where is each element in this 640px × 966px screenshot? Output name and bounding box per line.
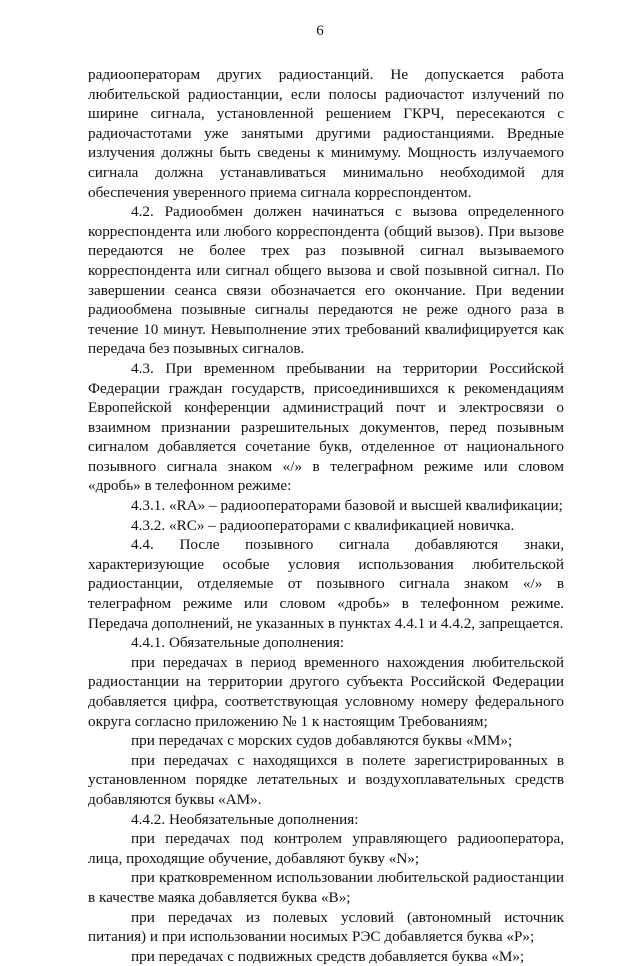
paragraph: 4.3. При временном пребывании на территории Российской Федерации граждан государств, присоединившихся к рекомендациям Европейской конференции администраций почт и электросвязи о взаимном признании разрешительных документов, перед позывным сигналом добавляется сочетание букв, отделенное от национального позывного сигнала знаком «/» в телеграфном режиме или словом «дробь» в телефонном режиме: — [88, 359, 564, 495]
paragraph: радиооператорам других радиостанций. Не допускается работа любительской радиостанции, если полосы радиочастот излучений по ширине сигнала, установленной решением ГКРЧ, пересекаются с радиочастотами уже занятыми другими радиостанциями. Вредные излучения должны быть сведены к минимуму. Мощность излучаемого сигнала должна устанавливаться минимально необходимой для обеспечения уверенного приема сигнала корреспондентом. — [88, 66, 564, 201]
paragraph: при кратковременном использовании любительской радиостанции в качестве маяка добавляется буква «B»; — [88, 869, 564, 906]
paragraph: 4.3.2. «RC» – радиооператорами с квалификацией новичка. — [131, 516, 515, 534]
paragraph: 4.4.2. Необязательные дополнения: — [131, 810, 359, 828]
page-number: 6 — [316, 23, 324, 39]
paragraph: 4.4.1. Обязательные дополнения: — [131, 634, 345, 652]
paragraph: при передачах с находящихся в полете зарегистрированных в установленном порядке летательных и воздухоплавательных средств добавляются буквы «AM». — [88, 751, 564, 808]
paragraph: при передачах под контролем управляющего радиооператора, лица, проходящие обучение, добавляют букву «N»; — [88, 830, 564, 867]
paragraph: при передачах в период временного нахождения любительской радиостанции на территории другого субъекта Российской Федерации добавляется цифра, соответствующая условному номеру федерального округа согласно приложению № 1 к настоящим Требованиям; — [88, 653, 564, 730]
paragraph: 4.2. Радиообмен должен начинаться с вызова определенного корреспондента или любого корреспондента (общий вызов). При вызове передаются не более трех раз позывной сигнал вызываемого корреспондента или сигнал общего вызова и свой позывной сигнал. По завершении сеанса связи обозначается его окончание. При ведении радиообмена позывные сигналы передаются не реже одного раза в течение 10 минут. Невыполнение этих требований квалифицируется как передача без позывных сигналов. — [88, 203, 564, 358]
paragraph: при передачах с морских судов добавляются буквы «MM»; — [131, 732, 513, 750]
paragraph: при передачах из полевых условий (автономный источник питания) и при использовании носимых РЭС добавляется буква «P»; — [88, 908, 564, 946]
paragraph: при передачах с подвижных средств добавляется буква «M»; — [131, 947, 525, 965]
paragraph: 4.3.1. «RA» – радиооператорами базовой и высшей квалификации; — [131, 497, 563, 515]
paragraph: 4.4. После позывного сигнала добавляются знаки, характеризующие особые условия использования любительской радиостанции, отделяемые от позывного сигнала знаком «/» в телеграфном режиме или словом «дробь» в телефонном режиме. Передача дополнений, не указанных в пунктах 4.4.1 и 4.4.2, запрещается. — [88, 536, 564, 632]
document-body — [88, 65, 564, 966]
